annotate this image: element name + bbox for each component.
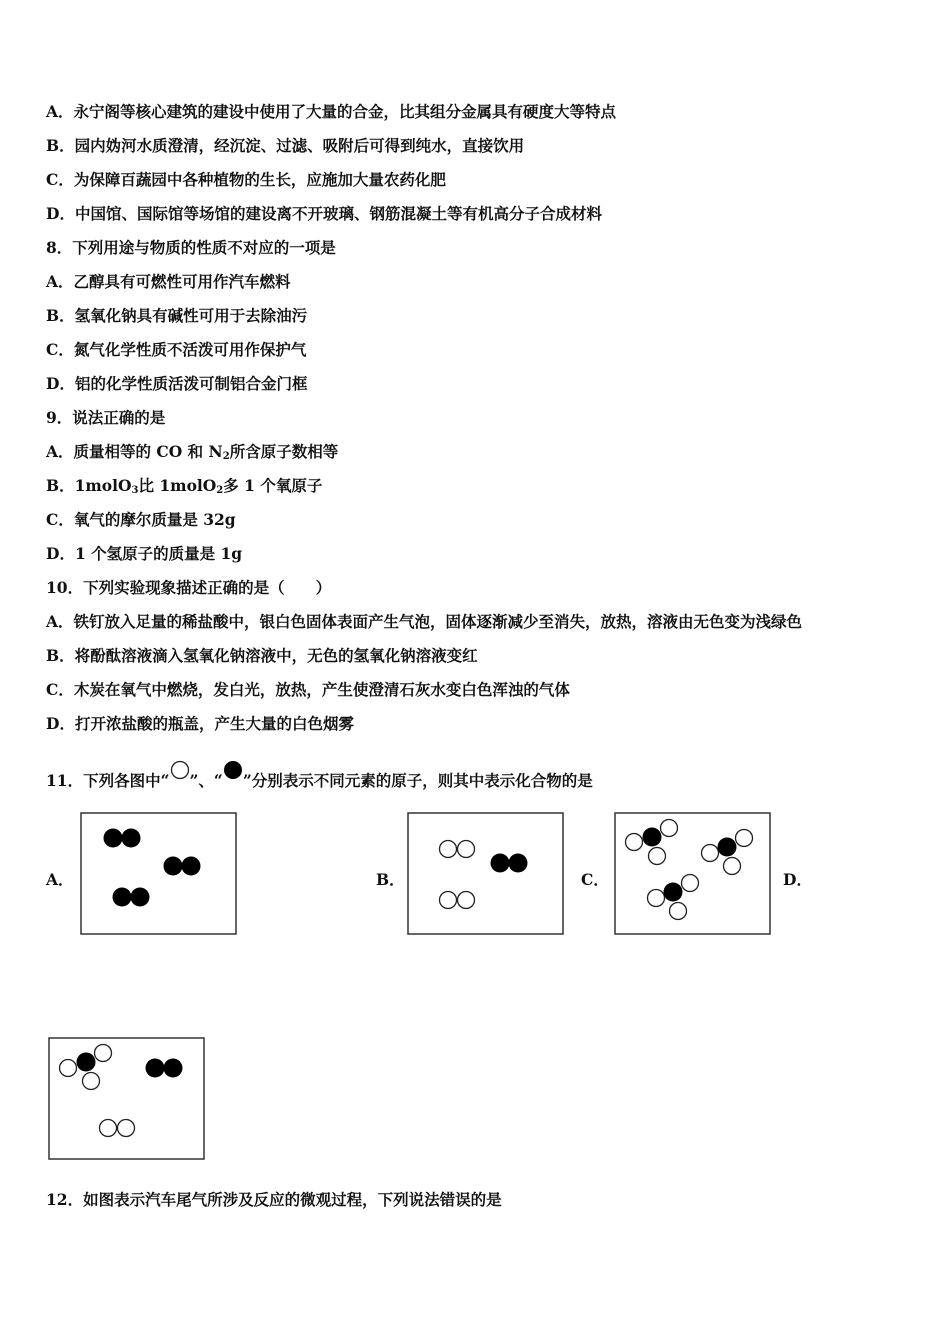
q11-label-c: C． xyxy=(581,870,609,889)
q11-label-d: D． xyxy=(783,870,812,889)
white-atom xyxy=(458,892,475,909)
q11-label-a: A． xyxy=(46,870,74,889)
q7-option-d: D．中国馆、国际馆等场馆的建设离不开玻璃、钢筋混凝土等有机高分子合成材料 xyxy=(46,204,602,223)
q9-b-mid: 比 1molO xyxy=(138,476,217,495)
q8-option-c: C．氮气化学性质不活泼可用作保护气 xyxy=(46,340,307,359)
white-atom xyxy=(682,875,699,892)
black-atom xyxy=(643,828,662,847)
black-atom-icon xyxy=(223,760,243,780)
q10-option-c: C．木炭在氧气中燃烧，发白光，放热，产生使澄清石灰水变白色浑浊的气体 xyxy=(46,680,570,699)
white-atom xyxy=(440,892,457,909)
white-atom xyxy=(724,858,741,875)
white-atom xyxy=(626,834,643,851)
black-atom xyxy=(77,1053,96,1072)
white-atom xyxy=(736,830,753,847)
q7-option-c: C．为保障百蔬园中各种植物的生长，应施加大量农药化肥 xyxy=(46,170,446,189)
q8-stem: 8．下列用途与物质的性质不对应的一项是 xyxy=(46,238,336,257)
q9-option-d: D．1 个氢原子的质量是 1g xyxy=(46,544,243,563)
q11-label-b: B． xyxy=(376,870,405,889)
white-atom xyxy=(100,1120,117,1137)
white-atom xyxy=(661,820,678,837)
q8-option-d: D．铝的化学性质活泼可制铝合金门框 xyxy=(46,374,308,393)
white-atom xyxy=(118,1120,135,1137)
q7-option-a: A．永宁阁等核心建筑的建设中使用了大量的合金，比其组分金属具有硬度大等特点 xyxy=(46,102,617,121)
white-atom-icon xyxy=(170,760,190,780)
q9-a-sub: 2 xyxy=(222,451,230,462)
black-atom xyxy=(164,1059,183,1078)
black-atom xyxy=(509,854,528,873)
black-atom xyxy=(146,1059,165,1078)
diagram-c xyxy=(614,812,772,936)
white-atom xyxy=(440,841,457,858)
white-atom xyxy=(702,845,719,862)
q10-option-a: A．铁钉放入足量的稀盐酸中，银白色固体表面产生气泡，固体逐渐减少至消失，放热，溶液由无色变为浅绿色 xyxy=(46,612,803,631)
black-atom xyxy=(664,883,683,902)
q9-b-sub1: 3 xyxy=(131,485,139,496)
q9-b-post: 多 1 个氧原子 xyxy=(223,476,323,495)
q9-b-sub2: 2 xyxy=(216,485,224,496)
diagram-a xyxy=(80,812,238,936)
white-atom xyxy=(649,848,666,865)
black-atom xyxy=(164,857,183,876)
q10-option-d: D．打开浓盐酸的瓶盖，产生大量的白色烟雾 xyxy=(46,714,354,733)
q9-stem: 9．说法正确的是 xyxy=(46,408,166,427)
q9-a-pre: A．质量相等的 CO 和 N xyxy=(46,442,223,461)
black-atom xyxy=(131,888,150,907)
q8-option-a: A．乙醇具有可燃性可用作汽车燃料 xyxy=(46,272,291,291)
q7-option-b: B．园内妫河水质澄清，经沉淀、过滤、吸附后可得到纯水，直接饮用 xyxy=(46,136,525,155)
black-atom xyxy=(718,838,737,857)
q11-stem-pre: 11．下列各图中“ xyxy=(46,771,170,790)
white-atom xyxy=(458,841,475,858)
black-atom xyxy=(113,888,132,907)
q10-option-b: B．将酚酞溶液滴入氢氧化钠溶液中，无色的氢氧化钠溶液变红 xyxy=(46,646,478,665)
q8-option-b: B．氢氧化钠具有碱性可用于去除油污 xyxy=(46,306,308,325)
q11-stem xyxy=(46,760,593,791)
black-atom xyxy=(182,857,201,876)
black-atom xyxy=(491,854,510,873)
q11-stem-mid: ”、“ xyxy=(189,771,223,790)
diagram-d xyxy=(48,1037,206,1161)
white-atom xyxy=(648,890,665,907)
q9-a-post: 所含原子数相等 xyxy=(229,442,339,461)
white-atom xyxy=(60,1060,77,1077)
black-atom xyxy=(104,829,123,848)
q9-option-a xyxy=(46,442,338,467)
diagram-b xyxy=(407,812,565,936)
white-atom xyxy=(83,1073,100,1090)
q9-b-pre: B．1molO xyxy=(46,476,132,495)
black-atom xyxy=(122,829,141,848)
q12-stem: 12．如图表示汽车尾气所涉及反应的微观过程，下列说法错误的是 xyxy=(46,1190,502,1209)
white-atom xyxy=(95,1045,112,1062)
q10-stem: 10．下列实验现象描述正确的是（ ） xyxy=(46,578,332,597)
q9-option-b xyxy=(46,476,322,501)
white-atom xyxy=(670,903,687,920)
q9-option-c: C．氧气的摩尔质量是 32g xyxy=(46,510,236,529)
q11-stem-post: ”分别表示不同元素的原子，则其中表示化合物的是 xyxy=(242,771,593,790)
